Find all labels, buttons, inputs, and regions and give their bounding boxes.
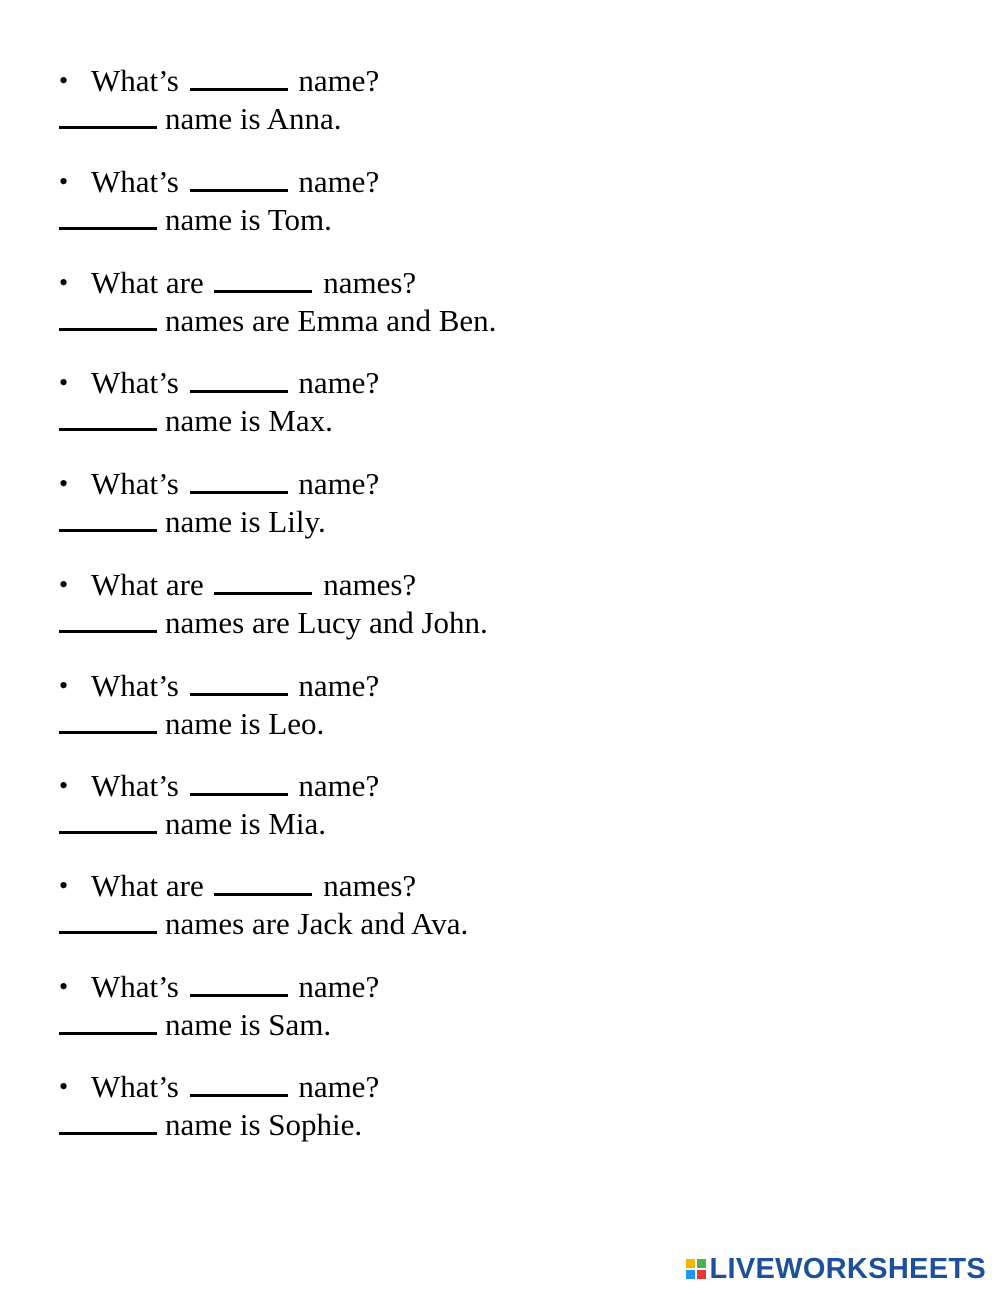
question-line	[59, 867, 416, 905]
answer-end: names are Jack and Ava.	[165, 906, 469, 941]
exercise-item	[0, 465, 700, 555]
answer-end: name is Sam.	[165, 1007, 332, 1042]
exercise-item	[0, 364, 700, 454]
bullet-icon: •	[59, 972, 69, 1001]
answer-line	[59, 402, 333, 440]
exercise-item	[0, 163, 700, 253]
answer-end: name is Max.	[165, 403, 333, 438]
answer-line	[59, 604, 488, 642]
question-start: What’s	[91, 768, 179, 803]
answer-blank-input[interactable]	[59, 805, 157, 834]
question-end: names?	[323, 567, 417, 602]
answer-line	[59, 805, 326, 843]
brand-name: LIVEWORKSHEETS	[709, 1252, 986, 1285]
answer-line	[59, 905, 468, 943]
answer-blank-input[interactable]	[59, 100, 157, 129]
bullet-icon: •	[59, 671, 69, 700]
question-start: What’s	[91, 1069, 179, 1104]
answer-end: name is Anna.	[165, 101, 342, 136]
question-blank-input[interactable]	[214, 566, 312, 595]
answer-blank-input[interactable]	[59, 1006, 157, 1035]
question-end: name?	[298, 365, 380, 400]
question-blank-input[interactable]	[190, 62, 288, 91]
answer-blank-input[interactable]	[59, 705, 157, 734]
answer-blank-input[interactable]	[59, 604, 157, 633]
answer-blank-input[interactable]	[59, 905, 157, 934]
bullet-icon: •	[59, 268, 69, 297]
question-line	[59, 566, 416, 604]
question-line	[59, 667, 379, 705]
answer-blank-input[interactable]	[59, 1106, 157, 1135]
exercise-item	[0, 667, 700, 757]
question-line	[59, 62, 379, 100]
question-start: What are	[91, 265, 204, 300]
exercise-item	[0, 62, 700, 152]
question-line	[59, 767, 379, 805]
question-blank-input[interactable]	[190, 364, 288, 393]
bullet-icon: •	[59, 66, 69, 95]
answer-blank-input[interactable]	[59, 402, 157, 431]
question-start: What’s	[91, 466, 179, 501]
answer-line	[59, 1006, 331, 1044]
answer-end: name is Leo.	[165, 706, 325, 741]
exercise-item	[0, 1068, 700, 1158]
answer-blank-input[interactable]	[59, 201, 157, 230]
question-line	[59, 465, 379, 503]
question-line	[59, 1068, 379, 1106]
question-blank-input[interactable]	[190, 465, 288, 494]
question-end: name?	[298, 164, 380, 199]
bullet-icon: •	[59, 570, 69, 599]
question-blank-input[interactable]	[190, 968, 288, 997]
answer-line	[59, 705, 324, 743]
answer-end: name is Mia.	[165, 806, 326, 841]
question-start: What are	[91, 567, 204, 602]
question-end: name?	[298, 1069, 380, 1104]
question-blank-input[interactable]	[190, 1068, 288, 1097]
question-end: name?	[298, 668, 380, 703]
question-line	[59, 364, 379, 402]
exercise-item	[0, 867, 700, 957]
bullet-icon: •	[59, 368, 69, 397]
liveworksheets-brand	[686, 1252, 987, 1286]
answer-blank-input[interactable]	[59, 302, 157, 331]
exercise-item	[0, 566, 700, 656]
answer-end: name is Tom.	[165, 202, 332, 237]
bullet-icon: •	[59, 167, 69, 196]
question-blank-input[interactable]	[214, 867, 312, 896]
question-end: name?	[298, 969, 380, 1004]
question-blank-input[interactable]	[190, 163, 288, 192]
question-blank-input[interactable]	[214, 264, 312, 293]
question-line	[59, 163, 379, 201]
exercise-item	[0, 264, 700, 354]
question-line	[59, 968, 379, 1006]
question-start: What’s	[91, 365, 179, 400]
answer-line	[59, 201, 332, 239]
question-start: What’s	[91, 969, 179, 1004]
answer-line	[59, 100, 342, 138]
answer-blank-input[interactable]	[59, 503, 157, 532]
bullet-icon: •	[59, 871, 69, 900]
question-line	[59, 264, 416, 302]
question-start: What’s	[91, 164, 179, 199]
answer-line	[59, 302, 496, 340]
bullet-icon: •	[59, 469, 69, 498]
question-start: What’s	[91, 668, 179, 703]
exercise-item	[0, 767, 700, 857]
answer-end: name is Sophie.	[165, 1107, 363, 1142]
question-start: What are	[91, 868, 204, 903]
answer-end: name is Lily.	[165, 504, 326, 539]
bullet-icon: •	[59, 1072, 69, 1101]
exercise-item	[0, 968, 700, 1058]
question-blank-input[interactable]	[190, 767, 288, 796]
question-end: name?	[298, 768, 380, 803]
answer-line	[59, 1106, 362, 1144]
question-blank-input[interactable]	[190, 667, 288, 696]
question-start: What’s	[91, 63, 179, 98]
question-end: names?	[323, 868, 417, 903]
liveworksheets-logo-icon	[686, 1259, 706, 1279]
bullet-icon: •	[59, 771, 69, 800]
question-end: name?	[298, 63, 380, 98]
answer-end: names are Lucy and John.	[165, 605, 488, 640]
question-end: name?	[298, 466, 380, 501]
question-end: names?	[323, 265, 417, 300]
answer-line	[59, 503, 326, 541]
answer-end: names are Emma and Ben.	[165, 303, 497, 338]
